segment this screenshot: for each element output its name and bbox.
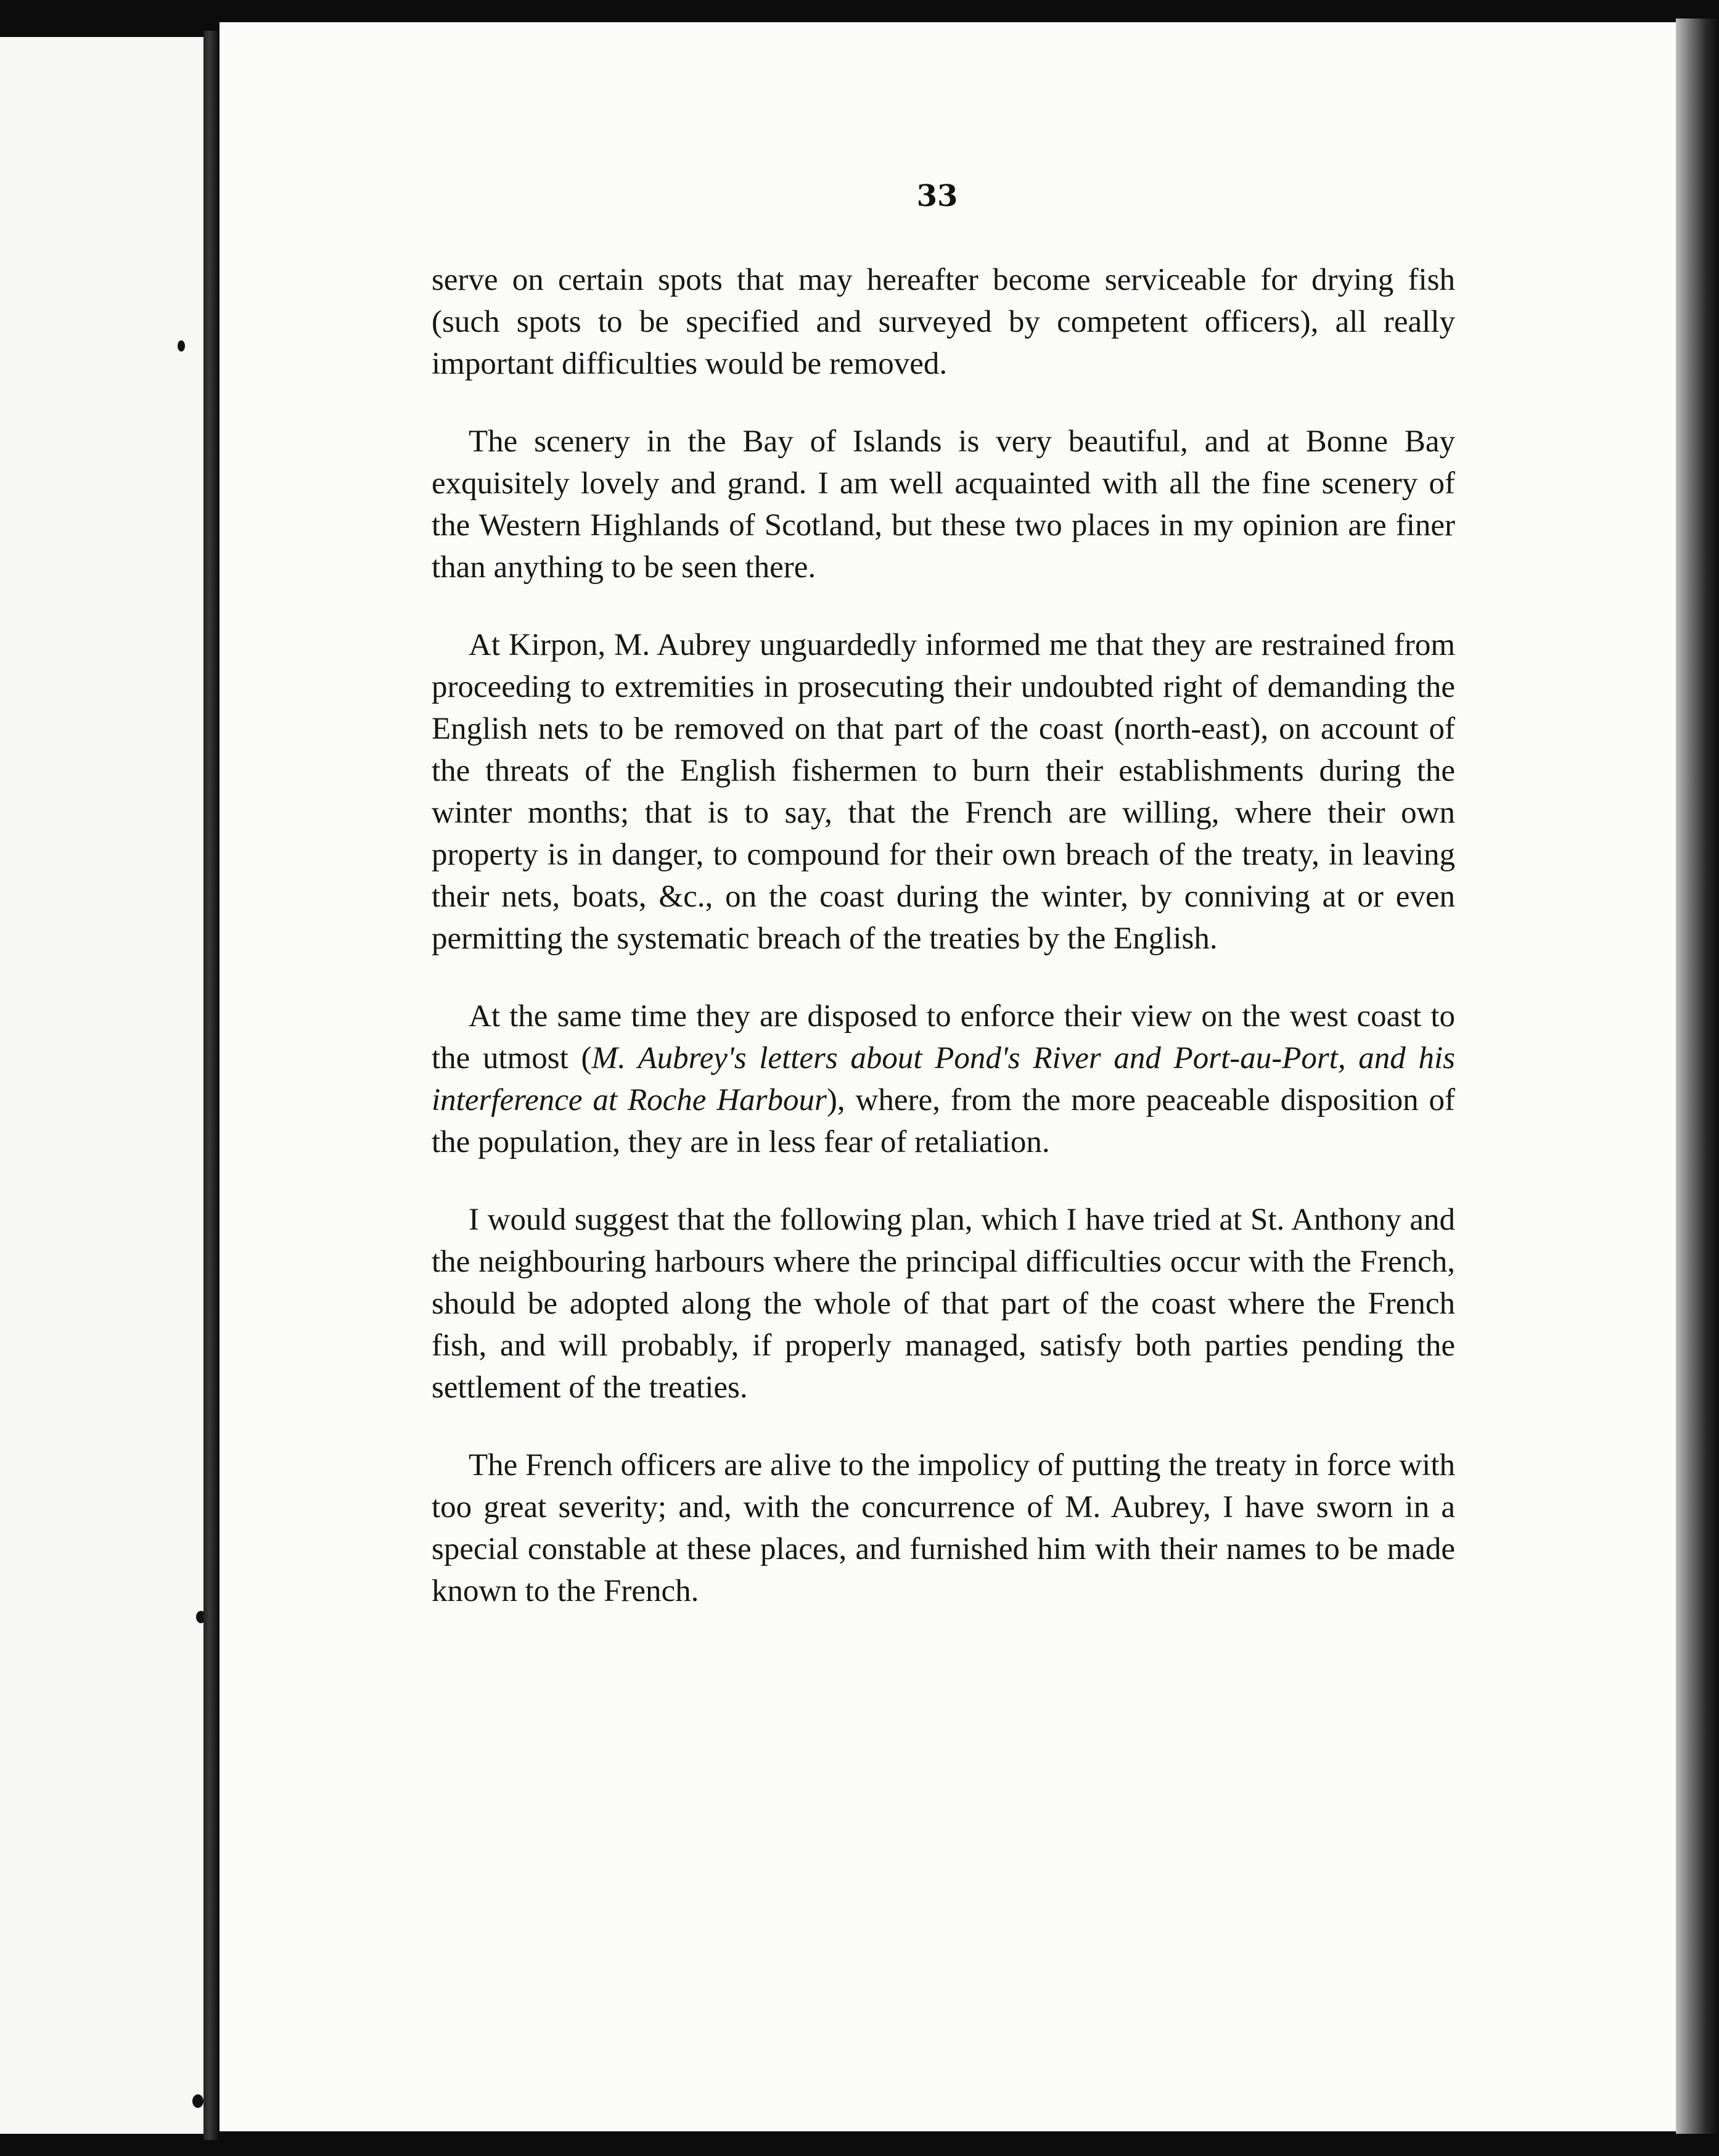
ink-speck bbox=[192, 2094, 203, 2108]
italic-citation: M. Aubrey's letters about Pond's River and Port-au-Port, and his interference at Roche Harbour bbox=[432, 1041, 1455, 1117]
paragraph bbox=[432, 421, 1455, 588]
book-spine bbox=[203, 31, 218, 2140]
paragraph-text: The French officers are alive to the impolicy of putting the treaty in force with too great severity; and, with the concurrence of M. Aubrey, I have sworn in a special constable at these places, and furnished him with their names to be made known to the French. bbox=[432, 1448, 1455, 1608]
paragraph bbox=[432, 624, 1455, 960]
page-edge-shadow bbox=[1676, 19, 1719, 2134]
paragraph bbox=[432, 259, 1455, 385]
paragraph-text: ), where, from the more peaceable disposition of the population, they are in less fear of retaliation. bbox=[432, 1083, 1455, 1159]
paragraph bbox=[432, 1199, 1455, 1409]
paragraph bbox=[432, 995, 1455, 1163]
paragraph-text: I would suggest that the following plan, which I have tried at St. Anthony and the neighbouring harbours where the principal difficulties occur with the French, should be adopted along the whole of that part of the coast where the French fish, and will probably, if properly managed, satisfy both parties pending the settlement of the treaties. bbox=[432, 1203, 1455, 1405]
paragraph-text: The scenery in the Bay of Islands is very beautiful, and at Bonne Bay exquisitely lovely and grand. I am well acquainted with all the fine scenery of the Western Highlands of Scotland, but these two places in my opinion are finer than anything to be seen there. bbox=[432, 424, 1455, 585]
paragraph bbox=[432, 1444, 1455, 1612]
page-body-text bbox=[432, 259, 1455, 1648]
ink-speck bbox=[178, 340, 185, 352]
paragraph-text: serve on certain spots that may hereafter become serviceable for drying fish (such spots to be specified and surveyed by competent officers), all really important difficulties would be removed. bbox=[432, 263, 1455, 381]
page-number: 33 bbox=[916, 179, 958, 213]
paragraph-text: At the same time they are disposed to enforce their view on the west coast to the utmost ( bbox=[432, 999, 1455, 1076]
paragraph-text: At Kirpon, M. Aubrey unguardedly informed me that they are restrained from proceeding to extremities in prosecuting their undoubted right of demanding the English nets to be removed on that part of the coast (north-east), on account of the threats of the English fishermen to burn their establishments during the winter months; that is to say, that the French are willing, where their own property is in danger, to compound for their own breach of the treaty, in leaving their nets, boats, &c., on the coast during the winter, by conniving at or even permitting the systematic breach of the treaties by the English. bbox=[432, 628, 1455, 956]
facing-page-left bbox=[0, 37, 210, 2134]
